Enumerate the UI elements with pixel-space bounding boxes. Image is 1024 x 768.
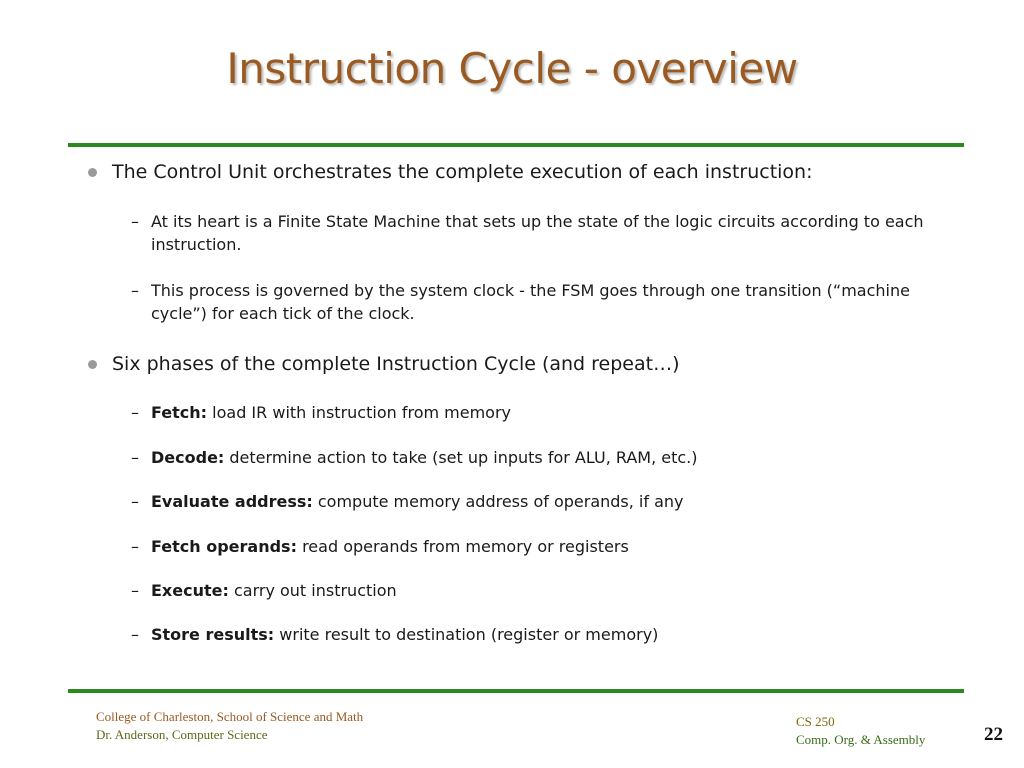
dash-icon: – — [131, 537, 139, 556]
dash-icon: – — [131, 625, 139, 644]
phase-store-results — [151, 623, 961, 646]
phase-description: determine action to take (set up inputs for ALU, RAM, etc.) — [224, 448, 698, 467]
bullet-icon — [88, 360, 97, 369]
phase-description: read operands from memory or registers — [296, 537, 629, 556]
dash-icon: – — [131, 281, 139, 300]
phase-decode — [151, 446, 961, 469]
dash-icon: – — [131, 581, 139, 600]
phase-description: write result to destination (register or memory) — [274, 625, 659, 644]
phase-label: Store results: — [151, 625, 275, 644]
phase-label: Execute: — [151, 581, 229, 600]
phase-evaluate-address — [151, 490, 961, 513]
footer-instructor: Dr. Anderson, Computer Science — [96, 727, 268, 742]
dash-icon: – — [131, 448, 139, 467]
phase-label: Evaluate address: — [151, 492, 313, 511]
dash-icon: – — [131, 403, 139, 422]
dash-icon: – — [131, 492, 139, 511]
footer-course — [796, 713, 925, 749]
footer-course-code: CS 250 — [796, 714, 835, 729]
phase-label: Fetch operands: — [151, 537, 297, 556]
phase-description: compute memory address of operands, if any — [312, 492, 684, 511]
bottom-divider — [68, 689, 964, 693]
bullet-six-phases: Six phases of the complete Instruction Cycle (and repeat…) — [112, 353, 680, 375]
top-divider — [68, 143, 964, 147]
phase-description: carry out instruction — [228, 581, 397, 600]
slide-title: Instruction Cycle - overview — [226, 44, 798, 93]
footer-college: College of Charleston, School of Science and Math — [96, 709, 364, 724]
footer-institution — [96, 708, 363, 744]
phase-description: load IR with instruction from memory — [207, 403, 511, 422]
phase-execute — [151, 579, 961, 602]
subitem-system-clock: This process is governed by the system clock - the FSM goes through one transition (“machine cycle”) for each tick of the clock. — [151, 281, 910, 323]
phase-label: Decode: — [151, 448, 225, 467]
phase-fetch-operands — [151, 535, 961, 558]
phase-label: Fetch: — [151, 403, 208, 422]
phase-fetch — [151, 401, 961, 424]
dash-icon: – — [131, 212, 139, 231]
page-number: 22 — [984, 724, 1003, 745]
bullet-icon — [88, 168, 97, 177]
footer-course-name: Comp. Org. & Assembly — [796, 732, 926, 747]
bullet-control-unit: The Control Unit orchestrates the complete execution of each instruction: — [112, 161, 813, 183]
subitem-fsm: At its heart is a Finite State Machine that sets up the state of the logic circuits according to each instruction. — [151, 212, 924, 254]
